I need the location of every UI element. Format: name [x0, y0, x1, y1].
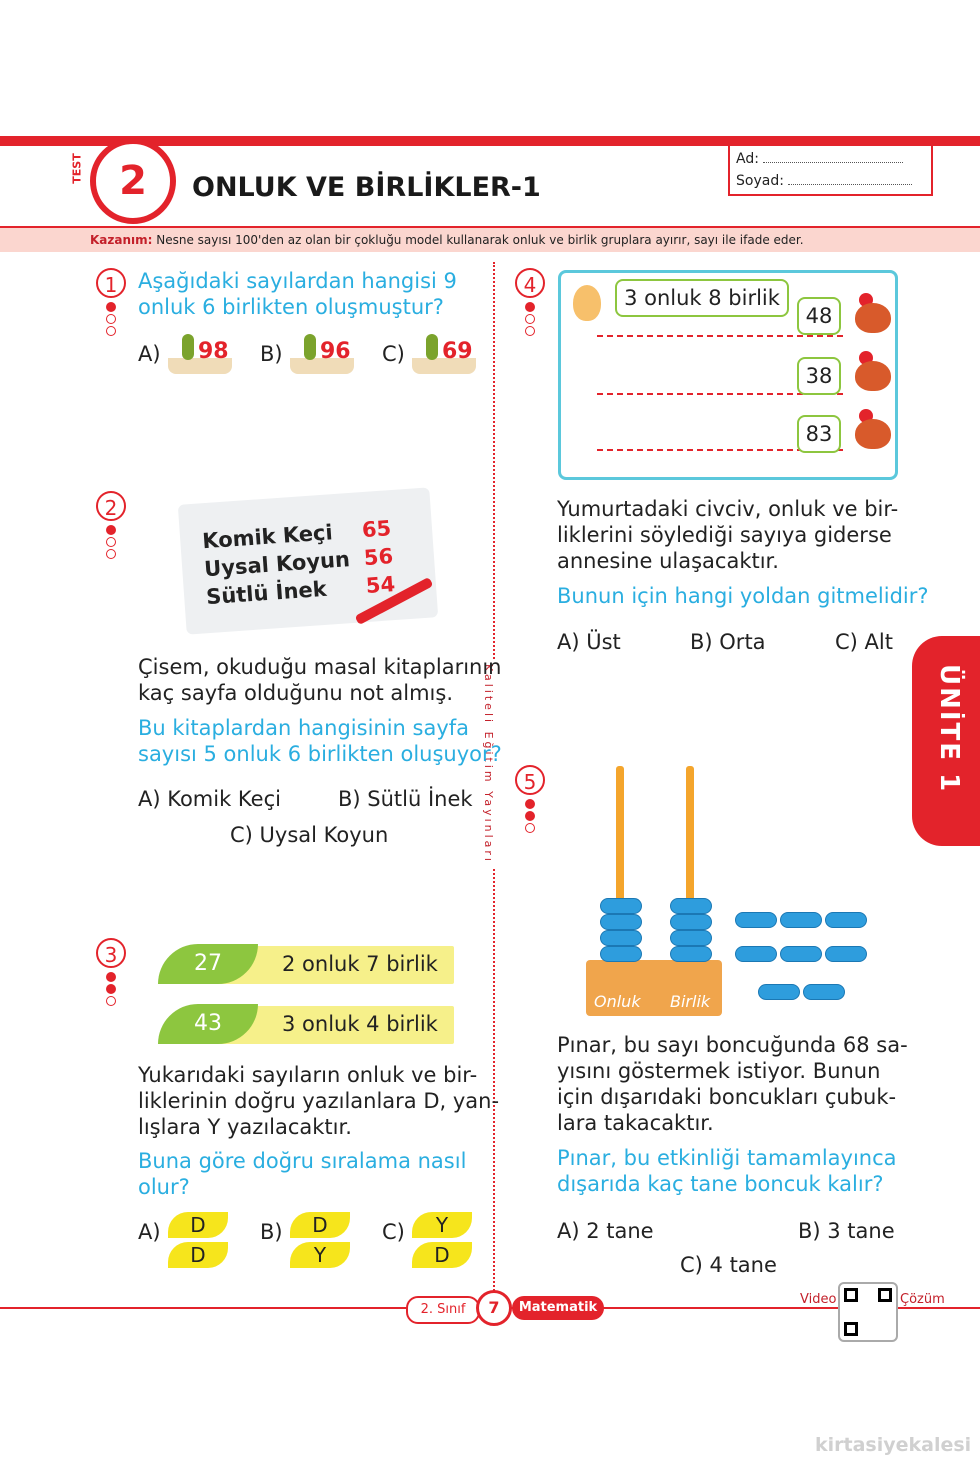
unit-label: ÜNİTE 1 [934, 664, 964, 794]
kazanim-bar [0, 228, 980, 252]
onluk-label: Onluk [594, 992, 641, 1011]
onluk-bead [600, 946, 642, 962]
option-label[interactable]: C) [382, 1220, 405, 1244]
pair-bottom: D [168, 1242, 228, 1268]
question-1-text [138, 268, 457, 320]
note-value: 56 [363, 544, 394, 571]
option-c[interactable]: C) 4 tane [680, 1253, 777, 1277]
question-3-number: 3 [96, 938, 126, 968]
text-line: Yukarıdaki sayıların onluk ve bir- [138, 1063, 478, 1087]
question-2-question [138, 715, 502, 767]
subject-pill: Matematik [512, 1296, 604, 1320]
option-a[interactable]: A) 2 tane [557, 1219, 654, 1243]
unit-tab [912, 636, 980, 846]
text-line: Pınar, bu sayı boncuğunda 68 sa- [557, 1033, 908, 1057]
question-line: Bu kitaplardan hangisinin sayfa [138, 716, 470, 740]
question-line: sayısı 5 onluk 6 birlikten oluşuyor? [138, 742, 502, 766]
option-label[interactable]: C) [382, 342, 405, 366]
book-worm-icon [290, 330, 354, 374]
watermark: kirtasiyekalesi [815, 1434, 972, 1456]
loose-bead [825, 912, 867, 928]
question-line: Pınar, bu etkinliği tamamlayınca [557, 1146, 897, 1170]
surname-field[interactable] [788, 172, 912, 185]
text-line: annesine ulaşacaktır. [557, 549, 779, 573]
page-number: 7 [476, 1290, 512, 1326]
loose-bead [780, 912, 822, 928]
path-number: 48 [797, 297, 841, 335]
loose-bead [780, 946, 822, 962]
option-label[interactable]: B) [260, 1220, 283, 1244]
question-line: dışarıda kaç tane boncuk kalır? [557, 1172, 884, 1196]
birlik-bead [670, 914, 712, 930]
difficulty-dots [106, 302, 120, 338]
option-label[interactable]: A) [138, 1220, 161, 1244]
note-name: Uysal Koyun [203, 547, 351, 582]
text-line: lışlara Y yazılacaktır. [138, 1115, 352, 1139]
book-worm-icon [412, 330, 476, 374]
difficulty-dots [106, 525, 120, 561]
page-title: ONLUK VE BİRLİKLER-1 [192, 172, 541, 203]
difficulty-dots [525, 302, 539, 338]
birlik-bead [670, 898, 712, 914]
question-3-options [138, 1212, 483, 1276]
pair-top: Y [412, 1212, 472, 1238]
question-line: Aşağıdaki sayılardan hangisi 9 [138, 269, 457, 293]
name-field[interactable] [763, 150, 903, 163]
pair-bottom: Y [290, 1242, 350, 1268]
path-number: 38 [797, 357, 841, 395]
question-4-text [557, 496, 898, 574]
option-label[interactable]: B) [260, 342, 283, 366]
pair-bottom: D [412, 1242, 472, 1268]
question-2-number: 2 [96, 491, 126, 521]
test-number-badge: 2 [90, 138, 176, 224]
option-b[interactable]: B) 3 tane [798, 1219, 895, 1243]
question-line: onluk 6 birlikten oluşmuştur? [138, 295, 444, 319]
question-1-number: 1 [96, 268, 126, 298]
loose-bead [803, 984, 845, 1000]
text-line: lara takacaktır. [557, 1111, 714, 1135]
name-box [728, 140, 933, 196]
question-5-number: 5 [515, 765, 545, 795]
text-line: yısını göstermek istiyor. Bunun [557, 1059, 881, 1083]
option-a[interactable]: A) Komik Keçi [138, 787, 281, 811]
book-worm-icon [168, 330, 232, 374]
hen-icon [851, 409, 891, 453]
row-text: 3 onluk 4 birlik [282, 1012, 438, 1036]
number-rows [158, 944, 458, 1044]
publisher-side-text: Kaliteli Eğitim Yayınları [482, 660, 495, 868]
option-pair[interactable] [290, 1212, 350, 1272]
difficulty-dots [106, 972, 120, 1008]
note-value: 54 [365, 572, 396, 598]
name-label: Ad: [736, 151, 759, 167]
loose-bead [735, 946, 777, 962]
text-line: liklerini söylediği sayıya giderse [557, 523, 892, 547]
onluk-bead [600, 930, 642, 946]
option-value: 96 [320, 339, 351, 364]
difficulty-dots [525, 799, 539, 835]
question-3-text [138, 1062, 499, 1140]
notepaper [178, 487, 438, 634]
test-label: TEST [70, 153, 84, 184]
option-pair[interactable] [168, 1212, 228, 1272]
note-name: Komik Keçi [201, 520, 334, 554]
text-line: Yumurtadaki civciv, onluk ve bir- [557, 497, 899, 521]
grade-pill: 2. Sınıf [406, 1296, 480, 1324]
option-a[interactable]: A) Üst [557, 630, 621, 654]
chick-speech-bubble: 3 onluk 8 birlik [615, 279, 789, 317]
pair-top: D [290, 1212, 350, 1238]
cozum-label: Çözüm [900, 1292, 945, 1307]
option-c[interactable]: C) Uysal Koyun [230, 823, 389, 847]
onluk-bead [600, 914, 642, 930]
question-line: olur? [138, 1175, 190, 1199]
loose-bead [735, 912, 777, 928]
option-pair[interactable] [412, 1212, 472, 1272]
qr-code-icon[interactable] [838, 1282, 898, 1342]
option-value: 98 [198, 339, 229, 364]
question-5-question [557, 1145, 897, 1197]
onluk-bead [600, 898, 642, 914]
text-line: için dışarıdaki boncukları çubuk- [557, 1085, 897, 1109]
option-value: 69 [442, 339, 473, 364]
question-4-number: 4 [515, 268, 545, 298]
surname-label: Soyad: [736, 173, 784, 189]
row-text: 2 onluk 7 birlik [282, 952, 438, 976]
kazanim-label: Kazanım: [90, 233, 153, 247]
option-b[interactable]: B) Orta [690, 630, 766, 654]
option-b[interactable]: B) Sütlü İnek [338, 787, 473, 811]
birlik-label: Birlik [670, 992, 711, 1011]
text-line: liklerinin doğru yazılanlara D, yan- [138, 1089, 500, 1113]
birlik-bead [670, 946, 712, 962]
hen-icon [851, 351, 891, 395]
chick-path-panel [558, 270, 898, 480]
option-label[interactable]: A) [138, 342, 161, 366]
pair-top: D [168, 1212, 228, 1238]
hen-icon [851, 293, 891, 337]
question-4-question: Bunun için hangi yoldan gitmelidir? [557, 584, 929, 608]
note-value: 65 [361, 516, 392, 543]
note-name: Sütlü İnek [205, 576, 328, 610]
loose-bead [825, 946, 867, 962]
kazanim-text: Nesne sayısı 100'den az olan bir çokluğu model kullanarak onluk ve birlik gruplara ayırır, sayı ile ifade eder. [156, 233, 804, 247]
abacus-base [586, 960, 722, 1016]
text-line: kaç sayfa olduğunu not almış. [138, 681, 453, 705]
egg-chick-icon [573, 285, 601, 321]
top-path[interactable] [597, 335, 843, 337]
question-line: Buna göre doğru sıralama nasıl [138, 1149, 467, 1173]
birlik-bead [670, 930, 712, 946]
number-leaf: 27 [158, 944, 258, 984]
path-number: 83 [797, 415, 841, 453]
number-leaf: 43 [158, 1004, 258, 1044]
question-3-question [138, 1148, 466, 1200]
question-5-text [557, 1032, 908, 1136]
option-c[interactable]: C) Alt [835, 630, 893, 654]
text-line: Çisem, okuduğu masal kitaplarının [138, 655, 502, 679]
video-label: Video [800, 1292, 837, 1307]
question-2-text [138, 654, 502, 706]
loose-bead [758, 984, 800, 1000]
